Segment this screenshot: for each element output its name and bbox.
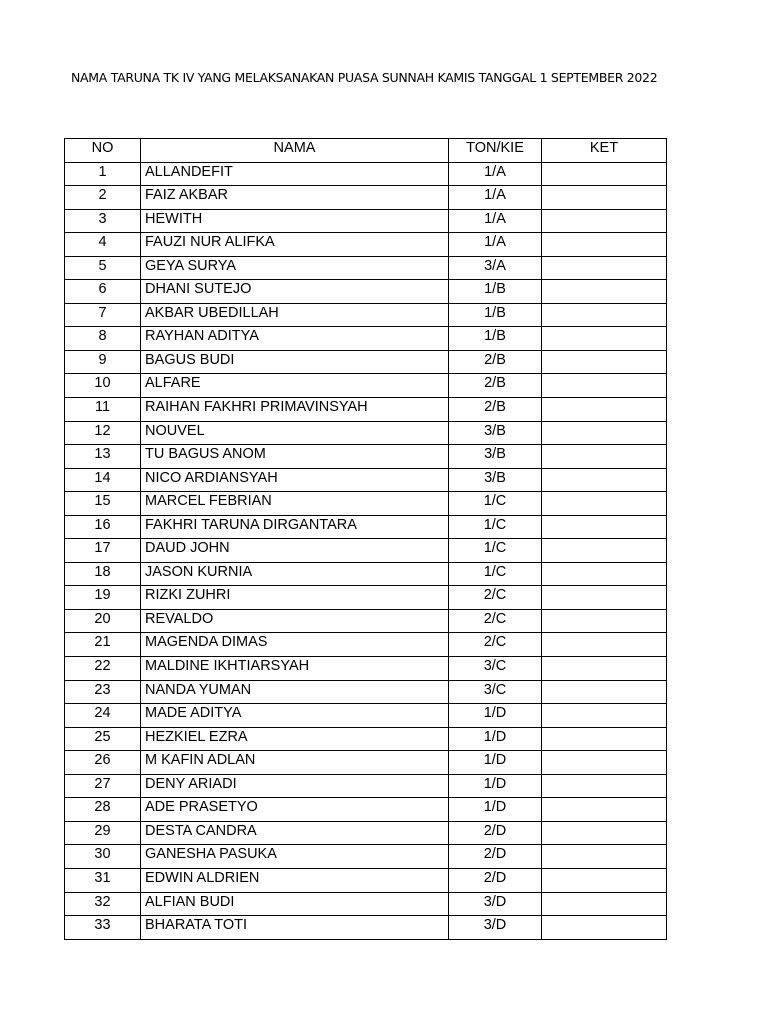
cell-ket	[542, 233, 667, 257]
cell-no: 2	[65, 186, 141, 210]
table-row	[65, 562, 667, 586]
cell-ton-kie: 3/B	[449, 468, 542, 492]
table-row	[65, 515, 667, 539]
cell-ket	[542, 327, 667, 351]
cell-nama: DESTA CANDRA	[141, 821, 449, 845]
cell-ton-kie: 2/D	[449, 845, 542, 869]
cell-ton-kie: 1/D	[449, 774, 542, 798]
cell-no: 24	[65, 704, 141, 728]
cell-no: 27	[65, 774, 141, 798]
cell-no: 3	[65, 209, 141, 233]
cell-nama: ALLANDEFIT	[141, 162, 449, 186]
header-nama: NAMA	[141, 139, 449, 163]
cell-no: 4	[65, 233, 141, 257]
cell-ket	[542, 186, 667, 210]
cell-nama: RAYHAN ADITYA	[141, 327, 449, 351]
cell-no: 8	[65, 327, 141, 351]
cell-no: 21	[65, 633, 141, 657]
cell-ket	[542, 209, 667, 233]
cell-ton-kie: 1/B	[449, 303, 542, 327]
cell-ket	[542, 892, 667, 916]
cell-ton-kie: 2/B	[449, 398, 542, 422]
cell-nama: DHANI SUTEJO	[141, 280, 449, 304]
table-row	[65, 492, 667, 516]
cell-ket	[542, 798, 667, 822]
cell-ton-kie: 1/A	[449, 209, 542, 233]
cell-ket	[542, 633, 667, 657]
cell-ton-kie: 2/C	[449, 609, 542, 633]
cell-ket	[542, 657, 667, 681]
cell-nama: AKBAR UBEDILLAH	[141, 303, 449, 327]
table-row	[65, 704, 667, 728]
cell-ton-kie: 1/D	[449, 751, 542, 775]
table-row	[65, 398, 667, 422]
cell-ket	[542, 162, 667, 186]
cell-ket	[542, 445, 667, 469]
table-row	[65, 209, 667, 233]
cell-ket	[542, 350, 667, 374]
table-row	[65, 586, 667, 610]
cell-ton-kie: 2/D	[449, 821, 542, 845]
cell-nama: DAUD JOHN	[141, 539, 449, 563]
cell-ket	[542, 562, 667, 586]
cell-nama: FAIZ AKBAR	[141, 186, 449, 210]
cell-ket	[542, 421, 667, 445]
roster-table	[64, 138, 667, 940]
cell-ton-kie: 2/B	[449, 374, 542, 398]
cell-no: 30	[65, 845, 141, 869]
document-title: NAMA TARUNA TK IV YANG MELAKSANAKAN PUASA SUNNAH KAMIS TANGGAL 1 SEPTEMBER 2022	[71, 70, 658, 85]
cell-ton-kie: 3/C	[449, 680, 542, 704]
cell-ket	[542, 680, 667, 704]
table-row	[65, 821, 667, 845]
cell-ton-kie: 1/C	[449, 562, 542, 586]
cell-no: 26	[65, 751, 141, 775]
cell-ket	[542, 774, 667, 798]
cell-nama: GEYA SURYA	[141, 256, 449, 280]
cell-nama: ADE PRASETYO	[141, 798, 449, 822]
cell-ket	[542, 609, 667, 633]
cell-nama: ALFIAN BUDI	[141, 892, 449, 916]
cell-ton-kie: 1/D	[449, 704, 542, 728]
cell-no: 33	[65, 916, 141, 940]
cell-ket	[542, 515, 667, 539]
cell-no: 17	[65, 539, 141, 563]
cell-nama: NOUVEL	[141, 421, 449, 445]
cell-ton-kie: 1/A	[449, 233, 542, 257]
cell-no: 9	[65, 350, 141, 374]
cell-ton-kie: 2/C	[449, 633, 542, 657]
cell-ton-kie: 1/B	[449, 327, 542, 351]
cell-nama: BAGUS BUDI	[141, 350, 449, 374]
cell-nama: MADE ADITYA	[141, 704, 449, 728]
cell-no: 1	[65, 162, 141, 186]
table-row	[65, 751, 667, 775]
cell-ton-kie: 3/B	[449, 445, 542, 469]
cell-ket	[542, 727, 667, 751]
cell-no: 10	[65, 374, 141, 398]
cell-ket	[542, 845, 667, 869]
table-row	[65, 421, 667, 445]
cell-ton-kie: 3/D	[449, 916, 542, 940]
cell-no: 28	[65, 798, 141, 822]
table-row	[65, 350, 667, 374]
cell-ton-kie: 1/C	[449, 539, 542, 563]
table-body	[65, 162, 667, 939]
table-row	[65, 327, 667, 351]
cell-nama: MALDINE IKHTIARSYAH	[141, 657, 449, 681]
cell-ton-kie: 2/C	[449, 586, 542, 610]
cell-no: 25	[65, 727, 141, 751]
table-row	[65, 892, 667, 916]
cell-ton-kie: 1/D	[449, 727, 542, 751]
cell-nama: HEZKIEL EZRA	[141, 727, 449, 751]
cell-ton-kie: 1/A	[449, 186, 542, 210]
table-row	[65, 657, 667, 681]
cell-no: 20	[65, 609, 141, 633]
table-row	[65, 680, 667, 704]
cell-ton-kie: 1/B	[449, 280, 542, 304]
cell-ket	[542, 868, 667, 892]
cell-ket	[542, 539, 667, 563]
header-no: NO	[65, 139, 141, 163]
cell-ket	[542, 398, 667, 422]
cell-nama: M KAFIN ADLAN	[141, 751, 449, 775]
cell-ket	[542, 256, 667, 280]
cell-ton-kie: 2/D	[449, 868, 542, 892]
table-row	[65, 374, 667, 398]
cell-no: 12	[65, 421, 141, 445]
cell-no: 5	[65, 256, 141, 280]
table-row	[65, 280, 667, 304]
table-row	[65, 186, 667, 210]
cell-nama: FAKHRI TARUNA DIRGANTARA	[141, 515, 449, 539]
cell-no: 6	[65, 280, 141, 304]
cell-no: 7	[65, 303, 141, 327]
cell-ket	[542, 303, 667, 327]
cell-ton-kie: 1/C	[449, 492, 542, 516]
cell-nama: RIZKI ZUHRI	[141, 586, 449, 610]
cell-nama: EDWIN ALDRIEN	[141, 868, 449, 892]
table-row	[65, 256, 667, 280]
cell-nama: HEWITH	[141, 209, 449, 233]
cell-nama: GANESHA PASUKA	[141, 845, 449, 869]
cell-nama: ALFARE	[141, 374, 449, 398]
cell-ket	[542, 821, 667, 845]
cell-ton-kie: 2/B	[449, 350, 542, 374]
cell-no: 18	[65, 562, 141, 586]
table-row	[65, 233, 667, 257]
cell-no: 29	[65, 821, 141, 845]
cell-no: 23	[65, 680, 141, 704]
table-row	[65, 303, 667, 327]
cell-no: 31	[65, 868, 141, 892]
cell-ton-kie: 3/A	[449, 256, 542, 280]
cell-no: 16	[65, 515, 141, 539]
cell-no: 15	[65, 492, 141, 516]
cell-nama: MARCEL FEBRIAN	[141, 492, 449, 516]
table-row	[65, 633, 667, 657]
cell-nama: NICO ARDIANSYAH	[141, 468, 449, 492]
table-header-row	[65, 139, 667, 163]
cell-no: 11	[65, 398, 141, 422]
cell-nama: REVALDO	[141, 609, 449, 633]
header-ket: KET	[542, 139, 667, 163]
cell-ket	[542, 492, 667, 516]
cell-nama: DENY ARIADI	[141, 774, 449, 798]
cell-nama: JASON KURNIA	[141, 562, 449, 586]
cell-nama: MAGENDA DIMAS	[141, 633, 449, 657]
table-row	[65, 798, 667, 822]
table-row	[65, 609, 667, 633]
cell-nama: NANDA YUMAN	[141, 680, 449, 704]
table-row	[65, 868, 667, 892]
cell-nama: TU BAGUS ANOM	[141, 445, 449, 469]
cell-nama: FAUZI NUR ALIFKA	[141, 233, 449, 257]
cell-ton-kie: 3/D	[449, 892, 542, 916]
cell-nama: BHARATA TOTI	[141, 916, 449, 940]
table-row	[65, 916, 667, 940]
cell-ton-kie: 1/D	[449, 798, 542, 822]
table-row	[65, 845, 667, 869]
cell-ton-kie: 1/C	[449, 515, 542, 539]
cell-nama: RAIHAN FAKHRI PRIMAVINSYAH	[141, 398, 449, 422]
table-row	[65, 774, 667, 798]
cell-ket	[542, 374, 667, 398]
table-row	[65, 162, 667, 186]
table-row	[65, 539, 667, 563]
cell-ton-kie: 1/A	[449, 162, 542, 186]
cell-no: 22	[65, 657, 141, 681]
cell-no: 32	[65, 892, 141, 916]
cell-ket	[542, 916, 667, 940]
cell-ket	[542, 586, 667, 610]
cell-no: 14	[65, 468, 141, 492]
cell-ket	[542, 280, 667, 304]
table-row	[65, 727, 667, 751]
table-row	[65, 445, 667, 469]
cell-ton-kie: 3/C	[449, 657, 542, 681]
cell-no: 13	[65, 445, 141, 469]
cell-ket	[542, 751, 667, 775]
cell-ton-kie: 3/B	[449, 421, 542, 445]
header-ton-kie: TON/KIE	[449, 139, 542, 163]
cell-ket	[542, 468, 667, 492]
table-row	[65, 468, 667, 492]
cell-no: 19	[65, 586, 141, 610]
cell-ket	[542, 704, 667, 728]
